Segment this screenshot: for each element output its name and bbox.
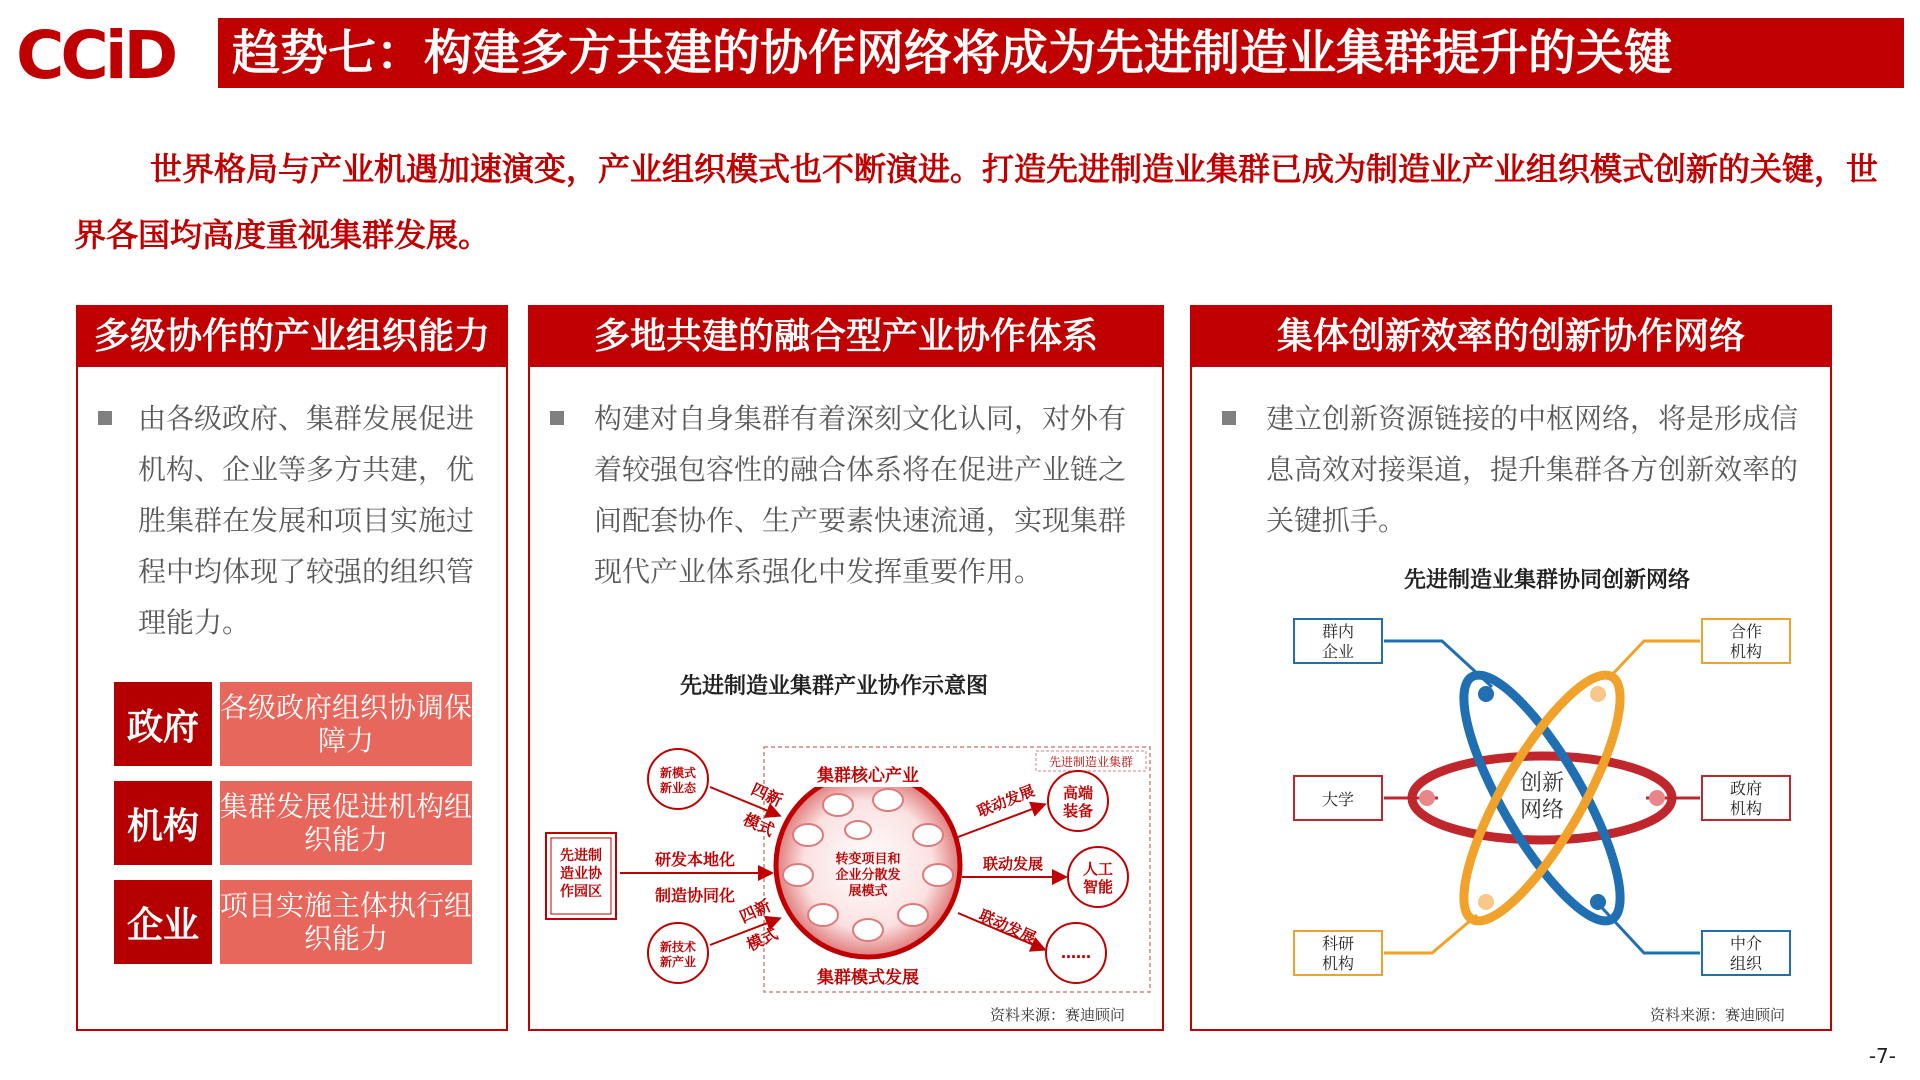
org-row-agency	[114, 781, 472, 865]
card-bullet	[1222, 393, 1806, 546]
new-model-label: 新模式新业态	[659, 766, 697, 795]
innovation-network-diagram	[1292, 607, 1792, 997]
node-top-left	[1294, 619, 1382, 663]
svg-text:政府: 政府	[1729, 779, 1763, 798]
ccid-logo	[16, 16, 206, 90]
core-top-label: 集群核心产业	[817, 766, 919, 786]
card-collaboration-system	[528, 305, 1164, 1031]
svg-text:机构: 机构	[1321, 954, 1355, 973]
svg-text:大学: 大学	[1321, 790, 1355, 809]
page-title: 趋势七：构建多方共建的协作网络将成为先进制造业集群提升的关键	[218, 18, 1904, 88]
svg-text:企业: 企业	[1321, 642, 1355, 661]
link-label-bottom: 联动发展	[976, 906, 1039, 948]
svg-text:中介: 中介	[1729, 934, 1763, 953]
source-note: 资料来源：赛迪顾问	[1650, 1006, 1786, 1024]
svg-text:科研: 科研	[1321, 934, 1355, 953]
logo-text: CCiD	[16, 17, 175, 90]
four-new-top-label: 四新	[748, 779, 786, 811]
org-desc: 集群发展促进机构组织能力	[220, 781, 472, 865]
svg-text:机构: 机构	[1729, 799, 1763, 818]
node-mid-left	[1294, 776, 1382, 820]
card-organization	[76, 305, 508, 1031]
center-label-line2: 网络	[1519, 798, 1565, 823]
core-center-text: 转变项目和企业分散发展模式	[835, 852, 901, 899]
card-title: 集体创新效率的创新协作网络	[1192, 307, 1830, 367]
org-label: 机构	[114, 781, 212, 865]
four-new-bottom-label-2: 模式	[743, 923, 781, 955]
org-desc: 项目实施主体执行组织能力	[220, 880, 472, 964]
bullet-square-icon	[1222, 411, 1236, 425]
org-label: 企业	[114, 880, 212, 964]
right-node-high-end-label: 高端装备	[1062, 784, 1094, 820]
center-label-line1: 创新	[1519, 771, 1565, 796]
svg-text:组织: 组织	[1729, 954, 1763, 973]
node-bottom-right	[1702, 931, 1790, 975]
right-node-ai-label: 人工智能	[1082, 860, 1114, 896]
card-title: 多级协作的产业组织能力	[78, 307, 506, 367]
card-bullet	[98, 393, 486, 648]
new-tech-label: 新技术新产业	[659, 940, 697, 969]
intro-paragraph: 世界格局与产业机遇加速演变，产业组织模式也不断演进。打造先进制造业集群已成为制造业产业组织模式创新的关键，世界各国均高度重视集群发展。	[74, 150, 1879, 254]
collaboration-diagram	[538, 705, 1158, 995]
link-label-mid: 联动发展	[983, 855, 1044, 873]
bullet-text: 构建对自身集群有着深刻文化认同，对外有着较强包容性的融合体系将在促进产业链之间配套协作、生产要素快速流通，实现集群现代产业体系强化中发挥重要作用。	[594, 402, 1127, 588]
card-innovation-network	[1190, 305, 1832, 1031]
bullet-text: 由各级政府、集群发展促进机构、企业等多方共建，优胜集群在发展和项目实施过程中均体现了较强的组织管理能力。	[138, 402, 475, 639]
svg-text:群内: 群内	[1321, 622, 1355, 641]
diagram-title: 先进制造业集群协同创新网络	[1404, 568, 1691, 593]
page-number: -7-	[1868, 1044, 1896, 1068]
source-note: 资料来源：赛迪顾问	[990, 1006, 1126, 1024]
bullet-square-icon	[550, 411, 564, 425]
left-park-label: 先进制造业协作园区	[560, 848, 602, 900]
four-new-bottom-label: 四新	[736, 895, 774, 927]
org-label: 政府	[114, 682, 212, 766]
node-bottom-left	[1294, 931, 1382, 975]
node-top-right	[1702, 619, 1790, 663]
bullet-text: 建立创新资源链接的中枢网络，将是形成信息高效对接渠道，提升集群各方创新效率的关键抓手。	[1266, 402, 1799, 537]
bullet-square-icon	[98, 411, 112, 425]
right-node-more-label: ……	[1061, 944, 1091, 962]
svg-text:机构: 机构	[1729, 642, 1763, 661]
org-row-enterprise	[114, 880, 472, 964]
core-bottom-label: 集群模式发展	[817, 968, 919, 988]
left-link-label: 研发本地化制造协同化	[654, 850, 736, 905]
node-mid-right	[1702, 776, 1790, 820]
diagram-title: 先进制造业集群产业协作示意图	[680, 674, 989, 699]
four-new-top-label-2: 模式	[740, 809, 778, 841]
org-row-government	[114, 682, 472, 766]
svg-text:合作: 合作	[1729, 622, 1763, 641]
org-desc: 各级政府组织协调保障力	[220, 682, 472, 766]
card-bullet	[550, 393, 1134, 597]
card-title: 多地共建的融合型产业协作体系	[530, 307, 1162, 367]
link-label-top: 联动发展	[974, 781, 1038, 821]
cluster-tag: 先进制造业集群	[1048, 755, 1134, 769]
